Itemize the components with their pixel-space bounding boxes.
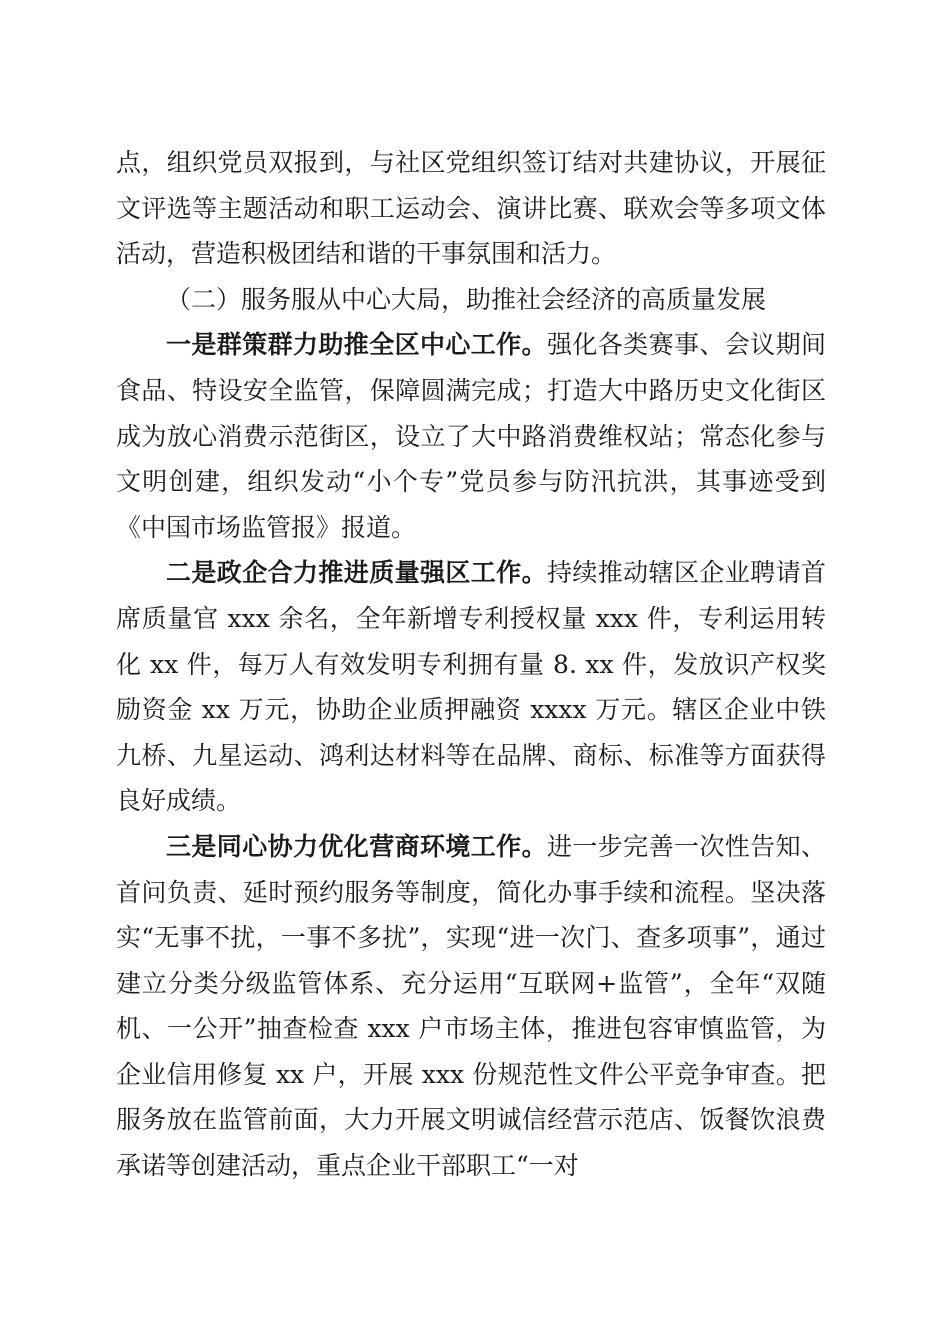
document-body	[116, 140, 826, 1189]
paragraph-continuation: 点，组织党员双报到，与社区党组织签订结对共建协议，开展征文评选等主题活动和职工运动会、演讲比赛、联欢会等多项文体活动，营造积极团结和谐的干事氛围和活力。	[116, 148, 826, 269]
paragraph-one-body: 强化各类赛事、会议期间食品、特设安全监管，保障圆满完成；打造大中路历史文化街区成为放心消费示范街区，设立了大中路消费维权站；常态化参与文明创建，组织发动“小个专”党员参与防汛抗洪，其事迹受到《中国市场监管报》报道。	[116, 330, 826, 542]
paragraph-three-body: 进一步完善一次性告知、首问负责、延时预约服务等制度，简化办事手续和流程。坚决落实“无事不扰，一事不多扰”，实现“进一次门、查多项事”，通过建立分类分级监管体系、充分运用“互联网+监管”，全年“双随机、一公开”抽查检查 xxx 户市场主体，推进包容审慎监管，为企业信用修复 xx 户，开展 xxx 份规范性文件公平竞争审查。把服务放在监管前面，大力开展文明诚信经营示范店、饭餐饮浪费承诺等创建活动，重点企业干部职工“一对	[116, 831, 826, 1181]
paragraph-one-lead: 一是群策群力助推全区中心工作。	[166, 330, 547, 360]
paragraph-two-lead: 二是政企合力推进质量强区工作。	[166, 558, 547, 588]
paragraph-one	[116, 322, 826, 550]
paragraph-three	[116, 824, 826, 1189]
section-heading: （二）服务服从中心大局，助推社会经济的高质量发展	[166, 284, 767, 314]
paragraph-three-lead: 三是同心协力优化营商环境工作。	[166, 831, 547, 861]
paragraph-two	[116, 550, 826, 824]
paragraph-two-body: 持续推动辖区企业聘请首席质量官 xxx 余名，全年新增专利授权量 xxx 件，专利运用转化 xx 件，每万人有效发明专利拥有量 8. xx 件，发放识产权奖励资金 xx 万元，协助企业质押融资 xxxx 万元。辖区企业中铁九桥、九星运动、鸿利达材料等在品牌、商标、标准等方面获得良好成绩。	[116, 558, 826, 816]
